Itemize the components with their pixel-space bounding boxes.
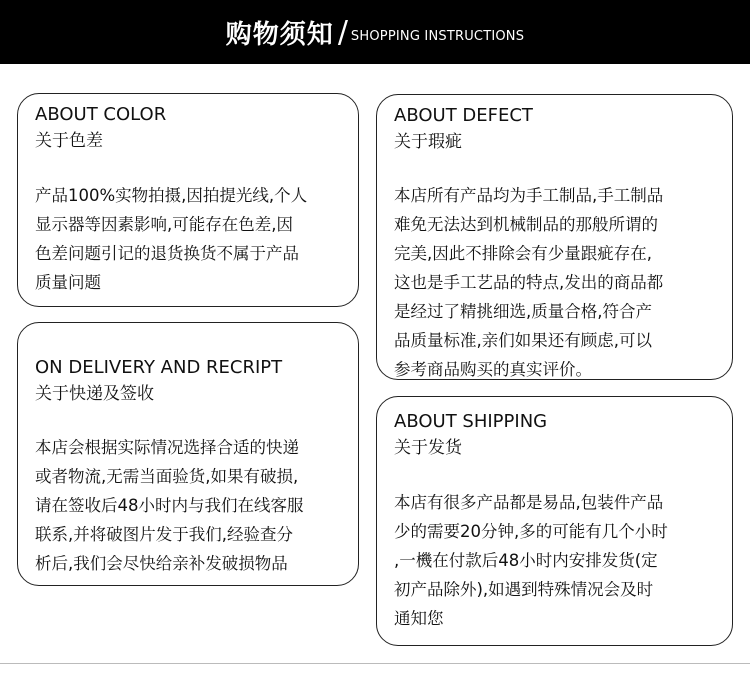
body-line: 本店有很多产品都是易品,包装件产品 xyxy=(394,493,664,512)
body-line: 色差问题引记的退货换货不属于产品 xyxy=(35,244,299,263)
card-body xyxy=(35,433,304,578)
card-title-en: ABOUT DEFECT xyxy=(394,105,533,126)
card-title-en: ON DELIVERY AND RECRIPT xyxy=(35,357,283,378)
body-line: 请在签收后48小时内与我们在线客服 xyxy=(35,496,304,515)
body-line: 少的需要20分钟,多的可能有几个小时 xyxy=(394,522,668,541)
card-title-cn: 关于色差 xyxy=(35,131,103,151)
body-line: 本店所有产品均为手工制品,手工制品 xyxy=(394,186,664,205)
body-line: 本店会根据实际情况选择合适的快递 xyxy=(35,438,299,457)
body-line: ,一機在付款后48小时内安排发货(定 xyxy=(394,551,658,570)
body-line: 通知您 xyxy=(394,609,444,628)
body-line: 联系,并将破图片发于我们,经验查分 xyxy=(35,525,293,544)
body-line: 或者物流,无需当面验货,如果有破损, xyxy=(35,467,299,486)
body-line: 初产品除外),如遇到特殊情况会及时 xyxy=(394,580,654,599)
body-line: 难免无法达到机械制品的那般所谓的 xyxy=(394,215,658,234)
body-line: 是经过了精挑细选,质量合格,符合产 xyxy=(394,302,652,321)
header-slash: / xyxy=(337,14,348,50)
body-line: 完美,因此不排除会有少量跟疵存在, xyxy=(394,244,652,263)
bottom-divider xyxy=(0,663,750,664)
header-title-en: SHOPPING INSTRUCTIONS xyxy=(350,28,525,44)
body-line: 参考商品购买的真实评价。 xyxy=(394,360,592,379)
card-body xyxy=(394,488,668,633)
card-about-shipping xyxy=(376,396,733,646)
card-about-color xyxy=(17,93,359,307)
card-about-defect xyxy=(376,94,733,380)
card-title-cn: 关于发货 xyxy=(394,438,462,458)
card-title-cn: 关于快递及签收 xyxy=(35,384,154,404)
body-line: 显示器等因素影响,可能存在色差,因 xyxy=(35,215,293,234)
card-title-en: ABOUT SHIPPING xyxy=(394,411,548,432)
body-line: 品质量标准,亲们如果还有顾虑,可以 xyxy=(394,331,652,350)
card-title-en: ABOUT COLOR xyxy=(35,104,167,125)
body-line: 析后,我们会尽快给亲补发破损物品 xyxy=(35,554,288,573)
card-about-delivery xyxy=(17,322,359,586)
header-title-cn: 购物须知 xyxy=(225,19,334,50)
card-body xyxy=(394,181,663,384)
header-banner xyxy=(0,0,750,64)
body-line: 质量问题 xyxy=(35,273,101,292)
body-line: 这也是手工艺品的特点,发出的商品都 xyxy=(394,273,664,292)
card-body xyxy=(35,181,307,297)
card-title-cn: 关于瑕疵 xyxy=(394,132,462,152)
body-line: 产品100%实物拍摄,因拍提光线,个人 xyxy=(35,186,308,205)
